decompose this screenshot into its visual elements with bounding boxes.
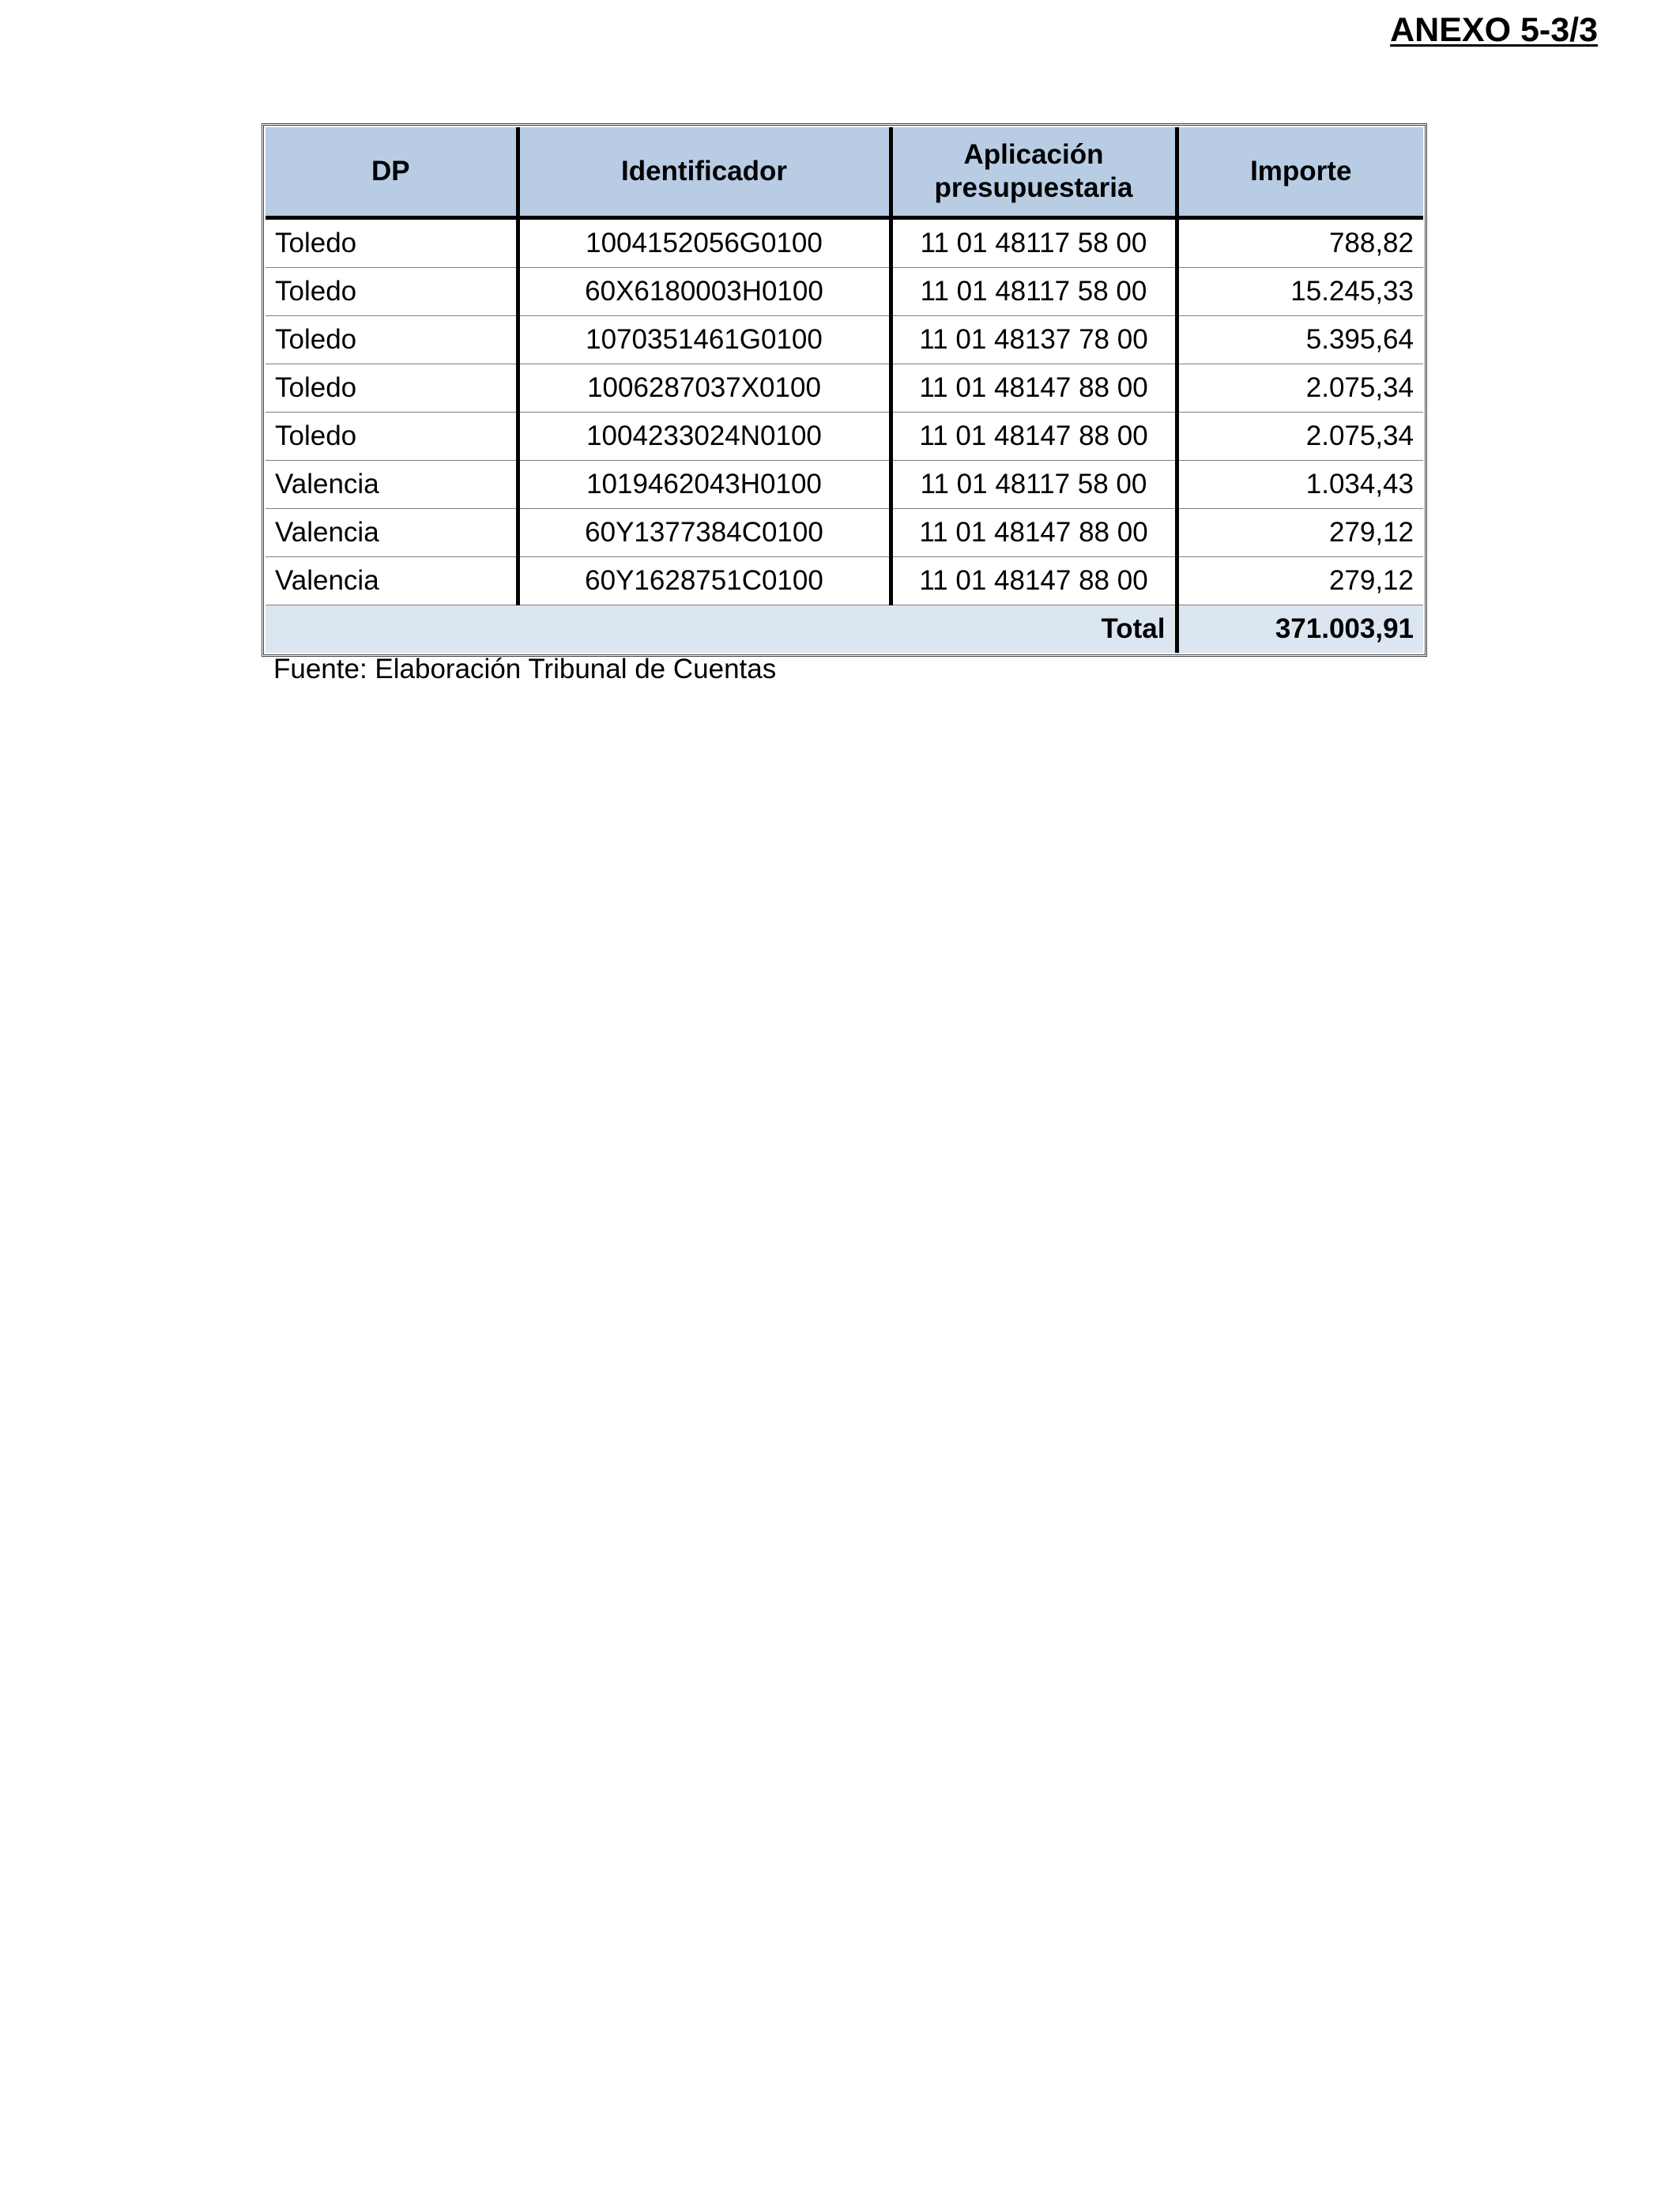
cell-identificador: 60Y1628751C0100 bbox=[518, 557, 891, 605]
total-label: Total bbox=[266, 605, 1177, 654]
table-row bbox=[266, 557, 1423, 605]
cell-dp: Valencia bbox=[266, 461, 518, 509]
table-row bbox=[266, 268, 1423, 316]
cell-importe: 279,12 bbox=[1177, 509, 1423, 557]
cell-aplicacion: 11 01 48147 88 00 bbox=[891, 413, 1177, 461]
cell-importe: 15.245,33 bbox=[1177, 268, 1423, 316]
table-row bbox=[266, 364, 1423, 413]
header-identificador: Identificador bbox=[518, 127, 891, 218]
header-aplicacion: Aplicación presupuestaria bbox=[891, 127, 1177, 218]
cell-dp: Toledo bbox=[266, 268, 518, 316]
data-table bbox=[266, 127, 1423, 653]
cell-identificador: 60Y1377384C0100 bbox=[518, 509, 891, 557]
table-row bbox=[266, 218, 1423, 268]
cell-aplicacion: 11 01 48147 88 00 bbox=[891, 557, 1177, 605]
total-row bbox=[266, 605, 1423, 654]
total-value: 371.003,91 bbox=[1177, 605, 1423, 654]
cell-identificador: 1004233024N0100 bbox=[518, 413, 891, 461]
data-table-frame bbox=[262, 123, 1427, 657]
cell-aplicacion: 11 01 48117 58 00 bbox=[891, 268, 1177, 316]
cell-identificador: 1019462043H0100 bbox=[518, 461, 891, 509]
cell-aplicacion: 11 01 48117 58 00 bbox=[891, 461, 1177, 509]
header-dp: DP bbox=[266, 127, 518, 218]
annex-title: ANEXO 5-3/3 bbox=[1390, 11, 1598, 49]
cell-aplicacion: 11 01 48137 78 00 bbox=[891, 316, 1177, 364]
cell-dp: Toledo bbox=[266, 316, 518, 364]
table-row bbox=[266, 316, 1423, 364]
header-importe: Importe bbox=[1177, 127, 1423, 218]
cell-identificador: 1006287037X0100 bbox=[518, 364, 891, 413]
cell-dp: Toledo bbox=[266, 218, 518, 268]
cell-aplicacion: 11 01 48117 58 00 bbox=[891, 218, 1177, 268]
cell-dp: Valencia bbox=[266, 557, 518, 605]
table-row bbox=[266, 413, 1423, 461]
cell-importe: 2.075,34 bbox=[1177, 413, 1423, 461]
cell-importe: 279,12 bbox=[1177, 557, 1423, 605]
cell-importe: 2.075,34 bbox=[1177, 364, 1423, 413]
cell-identificador: 1070351461G0100 bbox=[518, 316, 891, 364]
cell-aplicacion: 11 01 48147 88 00 bbox=[891, 364, 1177, 413]
cell-identificador: 60X6180003H0100 bbox=[518, 268, 891, 316]
cell-importe: 1.034,43 bbox=[1177, 461, 1423, 509]
source-note: Fuente: Elaboración Tribunal de Cuentas bbox=[273, 654, 777, 684]
table-row bbox=[266, 461, 1423, 509]
cell-dp: Toledo bbox=[266, 413, 518, 461]
cell-aplicacion: 11 01 48147 88 00 bbox=[891, 509, 1177, 557]
cell-importe: 5.395,64 bbox=[1177, 316, 1423, 364]
cell-dp: Toledo bbox=[266, 364, 518, 413]
cell-dp: Valencia bbox=[266, 509, 518, 557]
cell-identificador: 1004152056G0100 bbox=[518, 218, 891, 268]
table-row bbox=[266, 509, 1423, 557]
table-header-row bbox=[266, 127, 1423, 218]
cell-importe: 788,82 bbox=[1177, 218, 1423, 268]
